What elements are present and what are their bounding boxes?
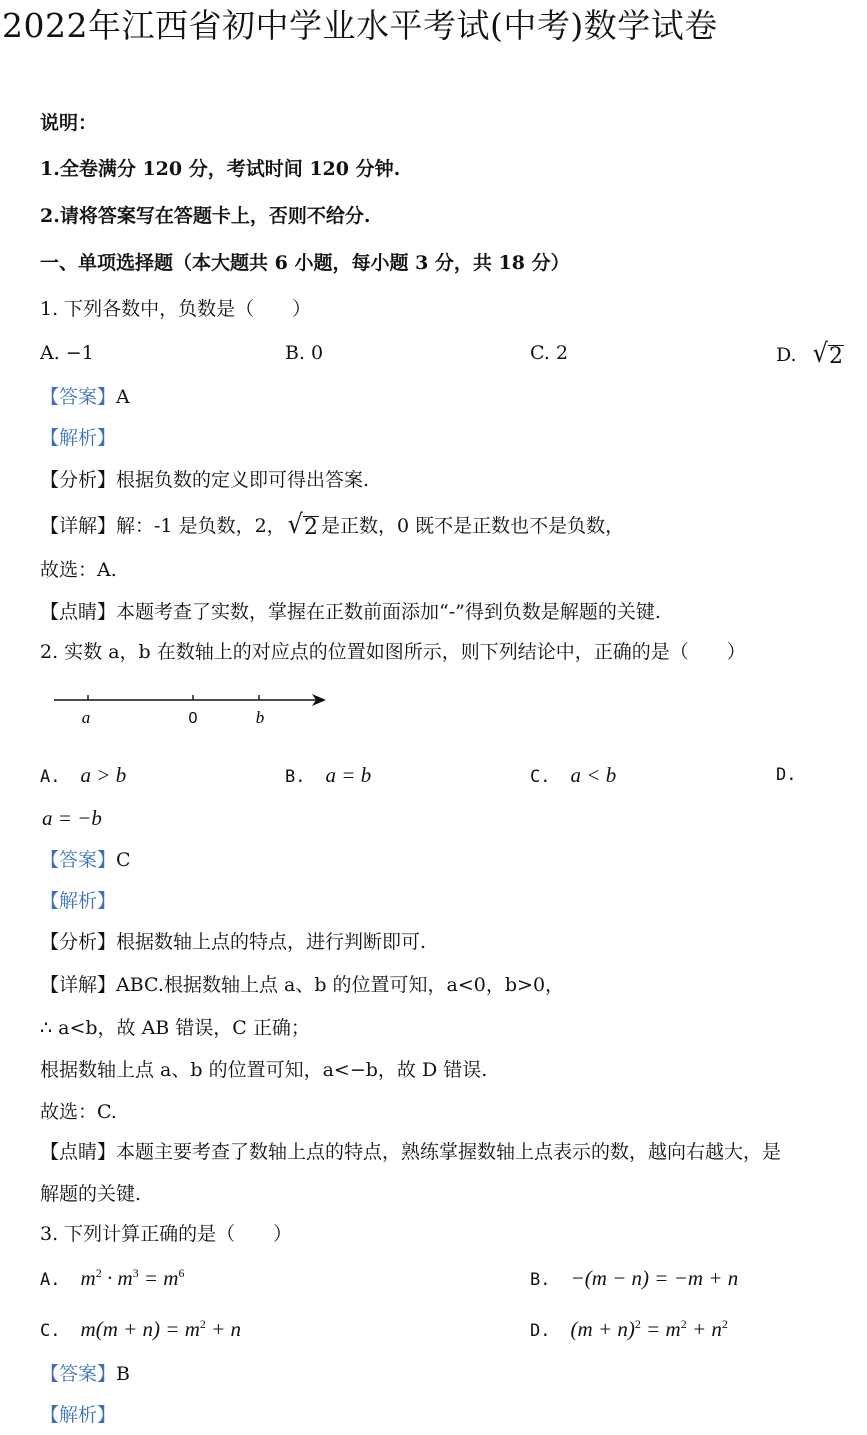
- intro-item-2: 2.请将答案写在答题卡上，否则不给分.: [40, 205, 371, 227]
- label-a: a: [81, 708, 91, 727]
- q3-option-c: C. $m(m + n) = m^2 + n$: [40, 1317, 242, 1341]
- q1-choose: 故选：A.: [40, 559, 117, 581]
- q3-option-b: B. −(m − n) = −m + n: [530, 1266, 739, 1290]
- fenxi-text: 根据数轴上点的特点，进行判断即可.: [116, 931, 427, 953]
- q2-dianjing-cont: 解题的关键.: [40, 1183, 142, 1205]
- q2-option-d-label: D.: [776, 765, 797, 785]
- q1-analysis-tag: 【解析】: [40, 427, 117, 449]
- q1-xiangjie: [40, 509, 624, 541]
- q2-option-c: C. a < b: [530, 763, 617, 787]
- intro-item-1: 1.全卷满分 120 分，考试时间 120 分钟.: [40, 158, 401, 180]
- xiangjie-text: ABC.根据数轴上点 a、b 的位置可知，a<0，b>0，: [116, 974, 565, 996]
- q2-stem: 2. 实数 a，b 在数轴上的对应点的位置如图所示，则下列结论中，正确的是（ ）: [40, 641, 746, 663]
- q1-option-c: C. 2: [530, 342, 569, 364]
- xiangjie-tag: 【详解】: [40, 974, 117, 996]
- intro-heading: 说明：: [40, 112, 98, 134]
- xiangjie-post: 是正数，0 既不是正数也不是负数，: [320, 515, 625, 537]
- answer-value: A: [116, 386, 130, 408]
- answer-tag: 【答案】: [40, 386, 117, 408]
- fenxi-text: 根据负数的定义即可得出答案.: [116, 469, 370, 491]
- q2-fenxi: [40, 927, 426, 957]
- q2-choose: 故选：C.: [40, 1101, 117, 1123]
- sqrt-symbol: √ 2: [287, 508, 318, 540]
- xiangjie-pre: 解：-1 是负数，2，: [116, 515, 286, 537]
- q3-option-d: D. $(m + n)^2 = m^2 + n^2$: [530, 1317, 728, 1341]
- q2-line3: 根据数轴上点 a、b 的位置可知，a<−b，故 D 错误.: [40, 1059, 488, 1081]
- q1-dianjing: [40, 597, 661, 627]
- q1-answer: [40, 382, 130, 412]
- q2-analysis-tag: 【解析】: [40, 890, 117, 912]
- q1-option-b: B. 0: [285, 342, 324, 364]
- q2-option-a: A. a > b: [40, 763, 127, 787]
- fenxi-tag: 【分析】: [40, 469, 117, 491]
- q2-answer: [40, 845, 131, 875]
- q2-dianjing: [40, 1137, 781, 1167]
- answer-tag: 【答案】: [40, 849, 117, 871]
- q2-therefore: ∴ a<b，故 AB 错误，C 正确；: [40, 1017, 310, 1039]
- answer-tag: 【答案】: [40, 1363, 117, 1385]
- answer-value: C: [116, 849, 131, 871]
- q2-option-d-expr: a = −b: [42, 806, 102, 830]
- dianjing-text: 本题考查了实数，掌握在正数前面添加“-”得到负数是解题的关键.: [116, 601, 661, 623]
- dianjing-tag: 【点睛】: [40, 601, 117, 623]
- q3-analysis-tag: 【解析】: [40, 1404, 117, 1426]
- answer-value: B: [116, 1363, 130, 1385]
- q2-xiangjie: [40, 970, 564, 1000]
- q3-answer: [40, 1359, 130, 1389]
- sqrt-symbol: √ 2: [812, 337, 843, 369]
- fenxi-tag: 【分析】: [40, 931, 117, 953]
- q1-stem: 1. 下列各数中，负数是（ ）: [40, 298, 312, 320]
- q1-option-a: A. −1: [40, 342, 94, 364]
- number-line-figure: [50, 688, 340, 733]
- q1-option-d: [776, 338, 844, 370]
- label-0: 0: [188, 710, 198, 727]
- label-b: b: [255, 708, 265, 727]
- dianjing-tag: 【点睛】: [40, 1141, 117, 1163]
- xiangjie-tag: 【详解】: [40, 515, 117, 537]
- page-title: 2022年江西省初中学业水平考试(中考)数学试卷: [2, 6, 718, 45]
- q2-option-b: B. a = b: [285, 763, 372, 787]
- dianjing-text: 本题主要考查了数轴上点的特点，熟练掌握数轴上点表示的数，越向右越大，是: [116, 1141, 782, 1163]
- q3-stem: 3. 下列计算正确的是（ ）: [40, 1223, 293, 1245]
- q1-option-d-label: D.: [776, 344, 797, 366]
- section-heading: 一、单项选择题（本大题共 6 小题，每小题 3 分，共 18 分）: [40, 252, 570, 274]
- q1-fenxi: [40, 465, 369, 495]
- q3-option-a: A. $m^2 \cdot m^3 = m^6$: [40, 1266, 185, 1290]
